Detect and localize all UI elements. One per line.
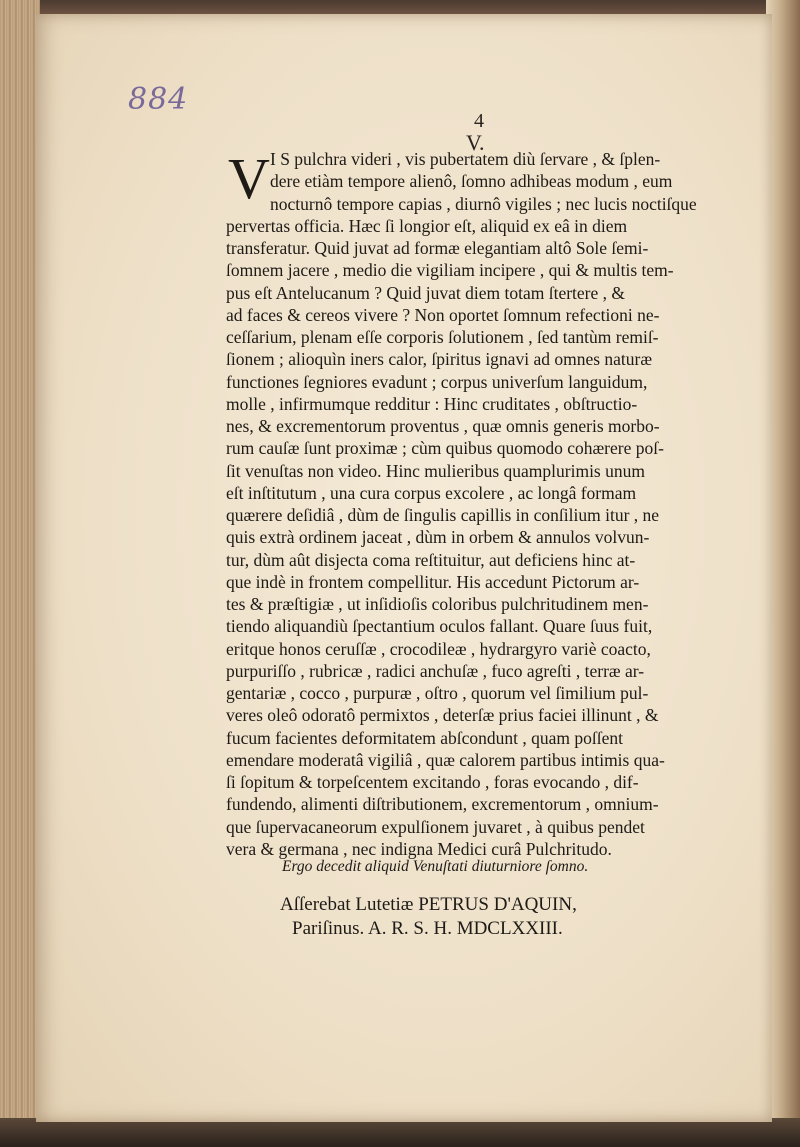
text-line: tiendo aliquandiù ſpectantium oculos fallant. Quare ſuus fuit, <box>226 616 653 637</box>
text-line: eſt inſtitutum , una cura corpus excolere , ac longâ formam <box>226 482 637 503</box>
text-line: ſit venuſtas non video. Hinc mulieribus quamplurimis unum <box>226 460 645 481</box>
text-line: quis extrà ordinem jaceat , dùm in orbem & annulos volvun- <box>226 527 650 548</box>
conclusion-line: Ergo decedit aliquid Venuſtati diuturniore ſomno. <box>282 858 589 875</box>
body-text <box>226 148 742 860</box>
text-line: pus eſt Antelucanum ? Quid juvat diem totam ſtertere , & <box>226 282 625 303</box>
text-line: I S pulchra videri , vis pubertatem diù ſervare , & ſplen- <box>270 149 661 169</box>
book-left-page-stack <box>0 0 40 1147</box>
text-line: pervertas officia. Hæc ſi longior eſt, aliquid ex eâ in diem <box>226 215 628 236</box>
text-line: tes & præſtigiæ , ut inſidioſis coloribus pulchritudinem men- <box>226 594 649 614</box>
text-line: ſomnem jacere , medio die vigiliam incipere , qui & multis tem- <box>226 260 674 281</box>
section-heading: V. <box>466 130 485 155</box>
text-line: nes, & excrementorum proventus , quæ omnis generis morbo- <box>226 416 660 436</box>
page-number: 4 <box>474 110 484 132</box>
text-line: dere etiàm tempore alienô, ſomno adhibeas modum , eum <box>270 171 673 192</box>
handwritten-note: 884 <box>128 82 189 117</box>
text-line: ad faces & cereos vivere ? Non oportet ſomnum refectioni ne- <box>226 304 660 325</box>
drop-cap: V <box>228 146 270 211</box>
text-line: que indè in frontem compellitur. His accedunt Pictorum ar- <box>226 571 640 592</box>
text-line: fundendo, alimenti diſtributionem, excrementorum , omnium- <box>226 794 659 815</box>
text-line: ceſſarium, plenam eſſe corporis ſolutionem , ſed tantùm remiſ- <box>226 327 659 347</box>
text-line: que ſupervacaneorum expulſionem juvaret , à quibus pendet <box>226 816 645 837</box>
text-line: quærere deſidiâ , dùm de ſingulis capillis in conſilium itur , ne <box>226 505 660 525</box>
text-line: rum cauſæ ſunt proximæ ; cùm quibus quomodo cohærere poſ- <box>226 438 664 459</box>
text-line: veres oleô odoratô permixtos , deterſæ prius faciei illinunt , & <box>226 705 659 726</box>
text-line: tur, dùm aût disjecta coma reſtituitur, aut deficiens hinc at- <box>226 549 636 570</box>
text-line: transferatur. Quid juvat ad formæ elegantiam altô Sole ſemi- <box>226 238 649 258</box>
text-line: vera & germana , nec indigna Medici curâ Pulchritudo. <box>226 838 612 859</box>
text-line: purpuriſſo , rubricæ , radici anchuſæ , fuco agreſti , terræ ar- <box>226 660 645 681</box>
signature-line-2: Pariſinus. A. R. S. H. MDCLXXIII. <box>292 918 563 939</box>
text-line: ſi ſopitum & torpeſcentem excitando , foras evocando , dif- <box>226 772 639 792</box>
book-bottom-edge <box>0 1118 800 1147</box>
text-line: nocturnô tempore capias , diurnô vigiles ; nec lucis noctiſque <box>270 193 697 214</box>
text-line: molle , infirmumque redditur : Hinc cruditates , obſtructio- <box>226 393 638 414</box>
text-line: fucum facientes deformitatem abſcondunt , quam poſſent <box>226 727 624 748</box>
signature-line-1: Aſſerebat Lutetiæ PETRUS D'AQUIN, <box>280 894 577 915</box>
text-line: emendare moderatâ vigiliâ , quæ calorem partibus intimis qua- <box>226 749 665 770</box>
text-line: eritque honos ceruſſæ , crocodileæ , hydrargyro variè coacto, <box>226 638 651 659</box>
text-line: ſionem ; alioquìn iners calor, ſpiritus ignavi ad omnes naturæ <box>226 349 653 370</box>
text-line: gentariæ , cocco , purpuræ , oſtro , quorum vel ſimilium pul- <box>226 683 649 703</box>
text-line: functiones ſegniores evadunt ; corpus univerſum languidum, <box>226 371 648 392</box>
